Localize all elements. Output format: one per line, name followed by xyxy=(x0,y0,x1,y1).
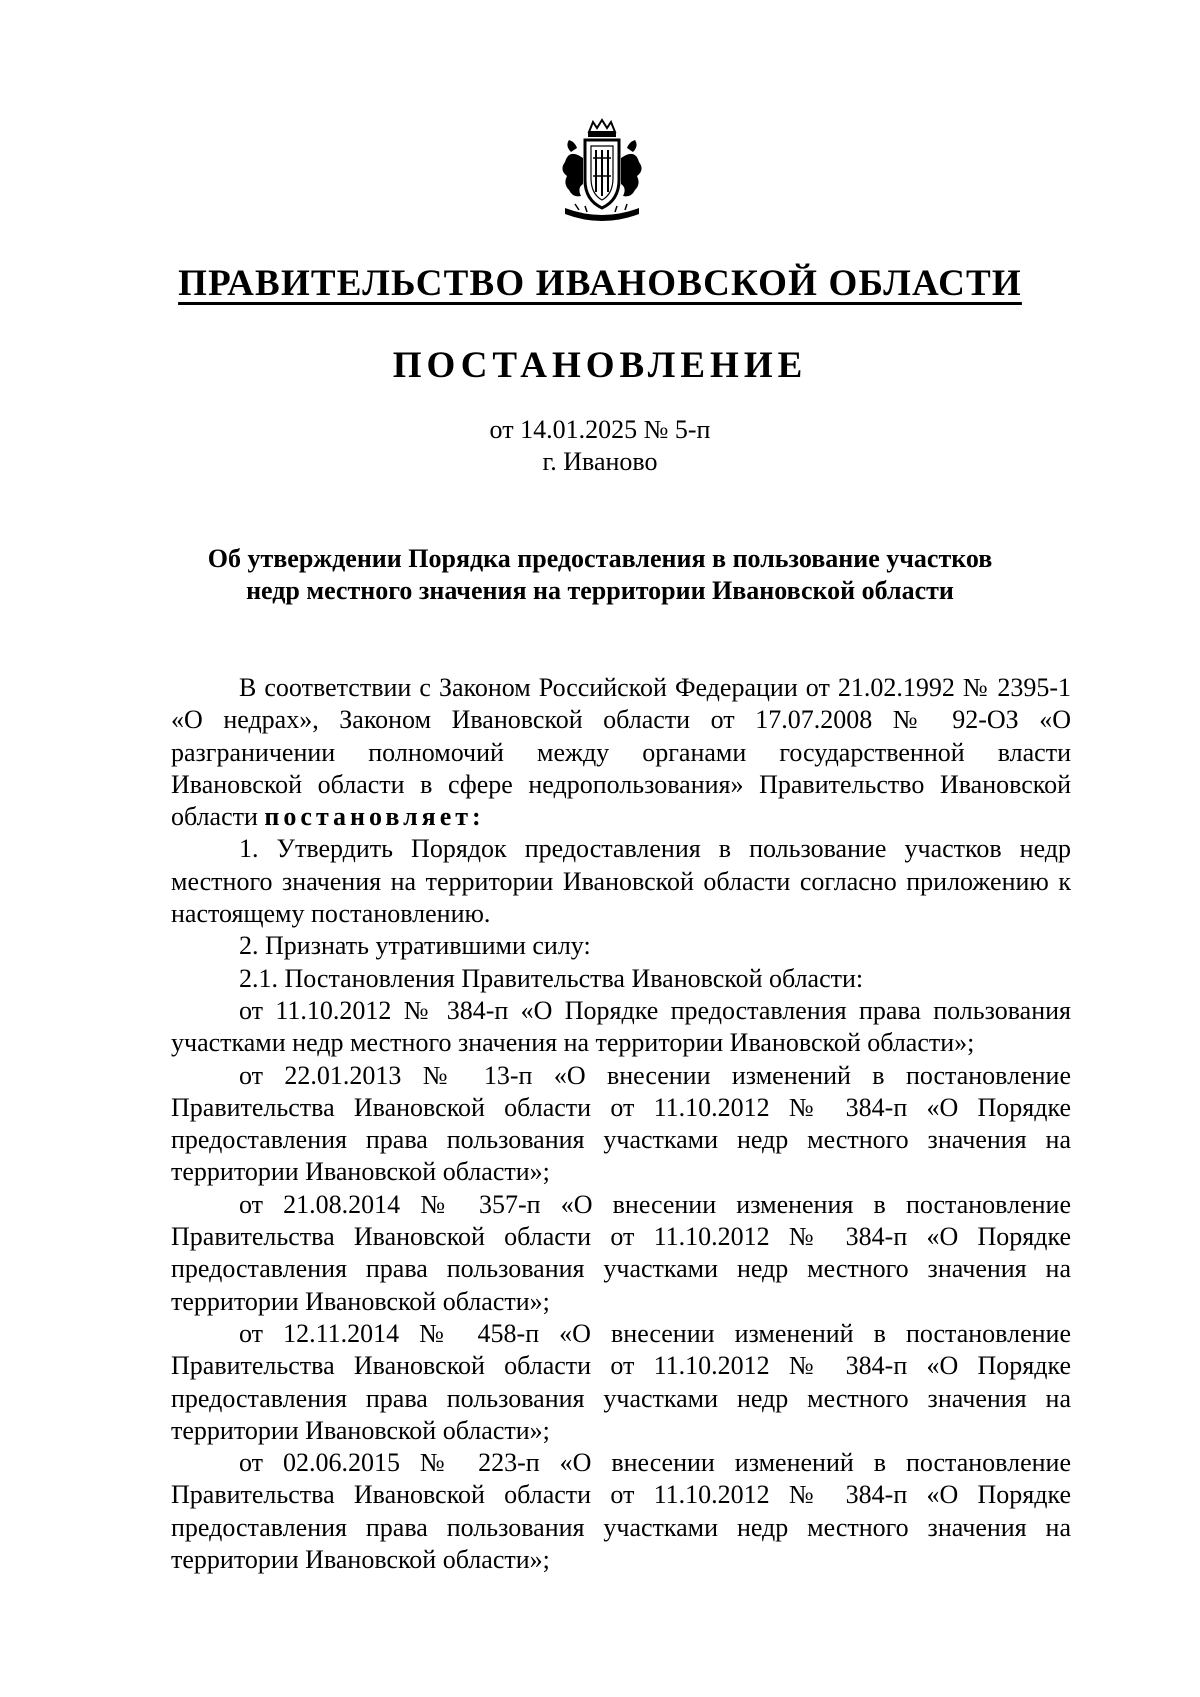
document-title-line-2: недр местного значения на территории Ивановской области xyxy=(246,576,954,605)
document-body xyxy=(171,672,1071,1576)
government-title xyxy=(0,258,1200,310)
item-1: 1. Утвердить Порядок предоставления в пользование участков недр местного значения на территории Ивановской области согласно приложению к настоящему постановлению. xyxy=(171,834,1071,929)
repealed-act-2: от 22.01.2013 № 13-п «О внесении изменений в постановление Правительства Ивановской области от 11.10.2012 № 384-п «О Порядке предоставления права пользования участками недр местного значения на территории Ивановской области»; xyxy=(171,1060,1071,1187)
item-2-1: 2.1. Постановления Правительства Ивановской области: xyxy=(239,963,864,993)
document-title xyxy=(150,543,1050,607)
document-city: г. Иваново xyxy=(542,447,658,476)
repealed-act-3: от 21.08.2014 № 357-п «О внесении изменения в постановление Правительства Ивановской области от 11.10.2012 № 384-п «О Порядке предоставления права пользования участками недр местного значения на территории Ивановской области»; xyxy=(171,1189,1071,1316)
coat-of-arms-icon xyxy=(555,118,649,228)
document-date-number: от 14.01.2025 № 5-п xyxy=(489,415,711,444)
document-type: ПОСТАНОВЛЕНИЕ xyxy=(392,345,808,386)
preamble-text: В соответствии с Законом Российской Федерации от 21.02.1992 № 2395-1 «О недрах», Законом Ивановской области от 17.07.2008 № 92-ОЗ «О разграничении полномочий между органами государственной власти Ивановской области в сфере недропользования» Правительство Ивановской области xyxy=(171,673,1071,832)
repealed-act-4: от 12.11.2014 № 458-п «О внесении изменений в постановление Правительства Ивановской области от 11.10.2012 № 384-п «О Порядке предоставления права пользования участками недр местного значения на территории Ивановской области»; xyxy=(171,1318,1071,1445)
item-2: 2. Признать утратившими силу: xyxy=(239,931,591,961)
preamble-paragraph xyxy=(171,672,1071,833)
government-title-text: ПРАВИТЕЛЬСТВО ИВАНОВСКОЙ ОБЛАСТИ xyxy=(178,263,1022,304)
document-title-line-1: Об утверждении Порядка предоставления в пользование участков xyxy=(207,544,993,573)
repealed-act-1: от 11.10.2012 № 384-п «О Порядке предоставления права пользования участками недр местного значения на территории Ивановской области»; xyxy=(171,995,1071,1058)
decree-word: постановляет: xyxy=(264,802,485,832)
repealed-act-5: от 02.06.2015 № 223-п «О внесении изменений в постановление Правительства Ивановской области от 11.10.2012 № 384-п «О Порядке предоставления права пользования участками недр местного значения на территории Ивановской области»; xyxy=(171,1448,1071,1575)
